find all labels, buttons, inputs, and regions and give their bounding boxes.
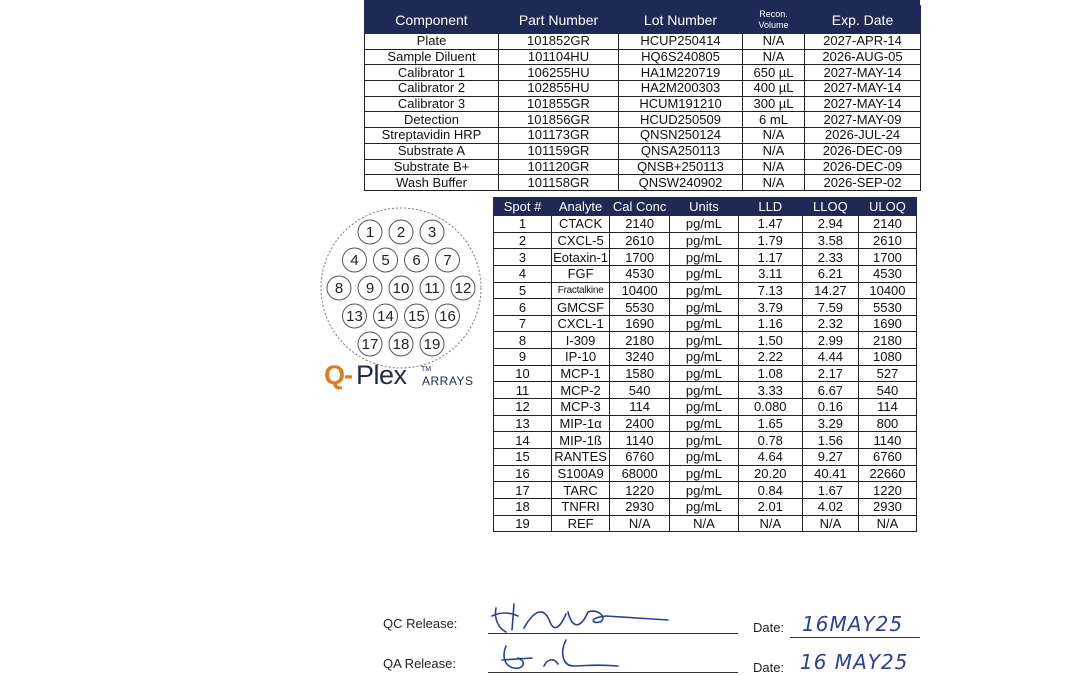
table-cell: pg/mL bbox=[670, 365, 738, 382]
table-cell: 2027-MAY-14 bbox=[805, 96, 921, 112]
analyte-header-3: Units bbox=[670, 198, 738, 216]
table-cell: 2180 bbox=[610, 332, 670, 349]
table-cell: 650 µL bbox=[743, 65, 805, 81]
table-cell: 18 bbox=[494, 498, 552, 515]
table-cell: pg/mL bbox=[670, 349, 738, 366]
components-header-row bbox=[365, 6, 921, 34]
table-cell: TNFRI bbox=[552, 498, 610, 515]
table-cell: 2.17 bbox=[802, 365, 858, 382]
qa-date-label: Date: bbox=[753, 660, 785, 675]
table-cell: 0.84 bbox=[738, 482, 802, 499]
table-cell: 5530 bbox=[858, 299, 916, 316]
table-cell: N/A bbox=[738, 515, 802, 532]
table-cell: 7 bbox=[494, 315, 552, 332]
table-row bbox=[365, 175, 921, 191]
table-cell: 101856GR bbox=[499, 112, 619, 128]
table-cell: MCP-1 bbox=[552, 365, 610, 382]
table-cell: Calibrator 2 bbox=[365, 81, 499, 97]
table-cell: 1220 bbox=[610, 482, 670, 499]
table-cell: 2026-JUL-24 bbox=[805, 128, 921, 144]
table-cell: 1.08 bbox=[738, 365, 802, 382]
table-cell: N/A bbox=[743, 143, 805, 159]
analyte-header-1: Analyte bbox=[552, 198, 610, 216]
q-plex-logo bbox=[324, 360, 484, 390]
table-row bbox=[494, 382, 917, 399]
table-cell: N/A bbox=[743, 49, 805, 65]
table-cell: 2400 bbox=[610, 415, 670, 432]
components-header-3: Recon. Volume bbox=[743, 6, 805, 34]
table-cell: 2610 bbox=[858, 232, 916, 249]
components-header-1: Part Number bbox=[499, 6, 619, 34]
table-cell: 7.13 bbox=[738, 282, 802, 299]
table-row bbox=[494, 432, 917, 449]
table-cell: QNSW240902 bbox=[619, 175, 743, 191]
table-row bbox=[494, 315, 917, 332]
table-cell: 0.080 bbox=[738, 399, 802, 416]
table-cell: 2027-MAY-09 bbox=[805, 112, 921, 128]
table-cell: 3.79 bbox=[738, 299, 802, 316]
table-cell: 6.67 bbox=[802, 382, 858, 399]
table-cell: 1580 bbox=[610, 365, 670, 382]
table-row bbox=[494, 482, 917, 499]
table-cell: 2930 bbox=[858, 498, 916, 515]
spot-layout-diagram bbox=[318, 205, 484, 371]
qc-date-line bbox=[790, 637, 920, 638]
table-cell: 800 bbox=[858, 415, 916, 432]
table-cell: 8 bbox=[494, 332, 552, 349]
spot-number: 3 bbox=[427, 224, 437, 241]
table-cell: Wash Buffer bbox=[365, 175, 499, 191]
spot-number: 16 bbox=[439, 308, 456, 325]
table-cell: 4.44 bbox=[802, 349, 858, 366]
table-cell: 101855GR bbox=[499, 96, 619, 112]
spot-number: 15 bbox=[408, 308, 425, 325]
table-cell: N/A bbox=[670, 515, 738, 532]
table-row bbox=[365, 81, 921, 97]
table-cell: HA2M200303 bbox=[619, 81, 743, 97]
table-cell: pg/mL bbox=[670, 299, 738, 316]
table-row bbox=[365, 159, 921, 175]
table-cell: 2140 bbox=[858, 216, 916, 233]
table-cell: 106255HU bbox=[499, 65, 619, 81]
table-cell: S100A9 bbox=[552, 465, 610, 482]
table-cell: 1700 bbox=[858, 249, 916, 266]
spot-number: 6 bbox=[412, 252, 421, 269]
analyte-header-row bbox=[494, 198, 917, 216]
analyte-header-0: Spot # bbox=[494, 198, 552, 216]
table-cell: 5530 bbox=[610, 299, 670, 316]
table-cell: pg/mL bbox=[670, 482, 738, 499]
table-cell: 2180 bbox=[858, 332, 916, 349]
table-row bbox=[494, 299, 917, 316]
table-row bbox=[494, 249, 917, 266]
table-cell: 0.78 bbox=[738, 432, 802, 449]
table-cell: 4 bbox=[494, 265, 552, 282]
table-cell: 68000 bbox=[610, 465, 670, 482]
table-cell: 2027-MAY-14 bbox=[805, 65, 921, 81]
table-cell: 3.58 bbox=[802, 232, 858, 249]
table-cell: 10400 bbox=[610, 282, 670, 299]
table-cell: N/A bbox=[743, 159, 805, 175]
table-cell: N/A bbox=[743, 175, 805, 191]
table-cell: TARC bbox=[552, 482, 610, 499]
table-cell: HA1M220719 bbox=[619, 65, 743, 81]
spot-number: 14 bbox=[377, 308, 394, 325]
table-cell: RANTES bbox=[552, 448, 610, 465]
table-row bbox=[365, 34, 921, 50]
table-cell: pg/mL bbox=[670, 332, 738, 349]
spot-number: 4 bbox=[350, 252, 359, 269]
table-cell: 400 µL bbox=[743, 81, 805, 97]
table-cell: 3.11 bbox=[738, 265, 802, 282]
table-row bbox=[365, 143, 921, 159]
table-cell: HCUM191210 bbox=[619, 96, 743, 112]
table-row bbox=[365, 49, 921, 65]
table-cell: CTACK bbox=[552, 216, 610, 233]
spot-number: 11 bbox=[424, 280, 440, 297]
table-cell: pg/mL bbox=[670, 232, 738, 249]
table-cell: 527 bbox=[858, 365, 916, 382]
table-cell: Detection bbox=[365, 112, 499, 128]
logo-q: Q- bbox=[324, 360, 352, 390]
qa-date-handwritten: 16 MAY25 bbox=[800, 650, 909, 674]
qc-date-label: Date: bbox=[753, 620, 785, 635]
table-cell: Substrate A bbox=[365, 143, 499, 159]
table-cell: 1140 bbox=[610, 432, 670, 449]
table-cell: 1.67 bbox=[802, 482, 858, 499]
table-cell: pg/mL bbox=[670, 448, 738, 465]
table-cell: 12 bbox=[494, 399, 552, 416]
table-cell: 101159GR bbox=[499, 143, 619, 159]
table-cell: QNSA250113 bbox=[619, 143, 743, 159]
table-cell: GMCSF bbox=[552, 299, 610, 316]
table-row bbox=[365, 128, 921, 144]
qc-date-handwritten: 16MAY25 bbox=[802, 612, 904, 636]
table-cell: 2027-APR-14 bbox=[805, 34, 921, 50]
table-cell: HCUD250509 bbox=[619, 112, 743, 128]
table-cell: 3.33 bbox=[738, 382, 802, 399]
table-row bbox=[494, 265, 917, 282]
table-cell: pg/mL bbox=[670, 415, 738, 432]
table-cell: 2.22 bbox=[738, 349, 802, 366]
table-cell: 19 bbox=[494, 515, 552, 532]
table-cell: 1.47 bbox=[738, 216, 802, 233]
table-cell: 101104HU bbox=[499, 49, 619, 65]
table-cell: MIP-1ß bbox=[552, 432, 610, 449]
table-cell: 1140 bbox=[858, 432, 916, 449]
table-cell: 14 bbox=[494, 432, 552, 449]
table-cell: Substrate B+ bbox=[365, 159, 499, 175]
table-cell: Calibrator 1 bbox=[365, 65, 499, 81]
table-cell: HQ6S240805 bbox=[619, 49, 743, 65]
table-cell: 4.64 bbox=[738, 448, 802, 465]
table-cell: 15 bbox=[494, 448, 552, 465]
table-row bbox=[494, 448, 917, 465]
table-cell: 4530 bbox=[610, 265, 670, 282]
table-cell: pg/mL bbox=[670, 249, 738, 266]
logo-plex: Plex bbox=[356, 360, 407, 390]
table-row bbox=[494, 332, 917, 349]
spot-number: 17 bbox=[361, 336, 379, 353]
table-cell: QNSN250124 bbox=[619, 128, 743, 144]
table-cell: 300 µL bbox=[743, 96, 805, 112]
table-row bbox=[494, 216, 917, 233]
table-cell: 6.21 bbox=[802, 265, 858, 282]
table-cell: 10400 bbox=[858, 282, 916, 299]
table-cell: 2.33 bbox=[802, 249, 858, 266]
table-cell: 2.01 bbox=[738, 498, 802, 515]
table-cell: 101173GR bbox=[499, 128, 619, 144]
table-cell: MCP-3 bbox=[552, 399, 610, 416]
table-cell: 6760 bbox=[610, 448, 670, 465]
table-cell: Fractalkine bbox=[552, 282, 610, 299]
table-cell: REF bbox=[552, 515, 610, 532]
table-cell: 6 bbox=[494, 299, 552, 316]
table-cell: N/A bbox=[743, 128, 805, 144]
table-cell: pg/mL bbox=[670, 399, 738, 416]
table-cell: pg/mL bbox=[670, 432, 738, 449]
table-cell: 1690 bbox=[610, 315, 670, 332]
spot-number: 13 bbox=[346, 308, 363, 325]
table-cell: IP-10 bbox=[552, 349, 610, 366]
table-cell: 2027-MAY-14 bbox=[805, 81, 921, 97]
table-cell: 3.29 bbox=[802, 415, 858, 432]
logo-arrays: ARRAYS bbox=[422, 374, 474, 388]
analyte-header-4: LLD bbox=[738, 198, 802, 216]
table-cell: 2026-DEC-09 bbox=[805, 143, 921, 159]
table-row bbox=[494, 365, 917, 382]
table-cell: FGF bbox=[552, 265, 610, 282]
table-cell: 114 bbox=[858, 399, 916, 416]
table-cell: 1.79 bbox=[738, 232, 802, 249]
analyte-header-5: LLOQ bbox=[802, 198, 858, 216]
qc-signature bbox=[488, 598, 688, 638]
table-cell: 7.59 bbox=[802, 299, 858, 316]
analyte-header-2: Cal Conc bbox=[610, 198, 670, 216]
table-cell: 3 bbox=[494, 249, 552, 266]
qa-release-label: QA Release: bbox=[383, 656, 456, 671]
components-header-2: Lot Number bbox=[619, 6, 743, 34]
table-row bbox=[365, 112, 921, 128]
table-cell: 540 bbox=[858, 382, 916, 399]
table-cell: CXCL-1 bbox=[552, 315, 610, 332]
table-row bbox=[494, 349, 917, 366]
table-row bbox=[494, 515, 917, 532]
table-cell: MIP-1α bbox=[552, 415, 610, 432]
table-cell: 101852GR bbox=[499, 34, 619, 50]
table-cell: 1.56 bbox=[802, 432, 858, 449]
spot-number: 5 bbox=[381, 252, 390, 269]
table-cell: N/A bbox=[858, 515, 916, 532]
spot-number: 8 bbox=[334, 280, 344, 297]
table-row bbox=[365, 96, 921, 112]
qa-signature bbox=[488, 636, 688, 675]
table-cell: 1690 bbox=[858, 315, 916, 332]
table-cell: 2.99 bbox=[802, 332, 858, 349]
table-cell: 2.32 bbox=[802, 315, 858, 332]
table-cell: Plate bbox=[365, 34, 499, 50]
table-cell: 13 bbox=[494, 415, 552, 432]
table-cell: 40.41 bbox=[802, 465, 858, 482]
table-cell: 2.94 bbox=[802, 216, 858, 233]
table-cell: pg/mL bbox=[670, 498, 738, 515]
spot-number: 9 bbox=[365, 280, 375, 297]
qc-release-label: QC Release: bbox=[383, 616, 458, 631]
table-cell: Eotaxin-1 bbox=[553, 249, 609, 265]
logo-tm: TM bbox=[421, 366, 432, 373]
components-header-4: Exp. Date bbox=[805, 6, 921, 34]
table-row bbox=[494, 415, 917, 432]
table-cell: 1.16 bbox=[738, 315, 802, 332]
table-cell: 2610 bbox=[610, 232, 670, 249]
table-cell: 1.17 bbox=[738, 249, 802, 266]
table-cell: 101120GR bbox=[499, 159, 619, 175]
table-cell: 2026-DEC-09 bbox=[805, 159, 921, 175]
table-cell: pg/mL bbox=[670, 216, 738, 233]
table-cell: 9.27 bbox=[802, 448, 858, 465]
table-cell: pg/mL bbox=[670, 465, 738, 482]
table-cell: MCP-2 bbox=[552, 382, 610, 399]
table-cell: 114 bbox=[610, 399, 670, 416]
table-cell: 9 bbox=[494, 349, 552, 366]
table-cell: 17 bbox=[494, 482, 552, 499]
table-cell: 2026-AUG-05 bbox=[805, 49, 921, 65]
spot-number: 12 bbox=[454, 280, 472, 297]
table-cell: 2140 bbox=[610, 216, 670, 233]
table-cell: HCUP250414 bbox=[619, 34, 743, 50]
table-cell: pg/mL bbox=[670, 315, 738, 332]
table-cell: N/A bbox=[743, 34, 805, 50]
components-table bbox=[364, 5, 921, 191]
table-cell: 4.02 bbox=[802, 498, 858, 515]
spot-number: 10 bbox=[392, 280, 410, 297]
table-cell: Sample Diluent bbox=[365, 49, 499, 65]
table-cell: 102855HU bbox=[499, 81, 619, 97]
analyte-header-6: ULOQ bbox=[858, 198, 916, 216]
table-cell: 1220 bbox=[858, 482, 916, 499]
table-row bbox=[494, 282, 917, 299]
table-cell: 2930 bbox=[610, 498, 670, 515]
spot-number: 2 bbox=[396, 224, 406, 241]
table-cell: 10 bbox=[494, 365, 552, 382]
table-cell: 16 bbox=[494, 465, 552, 482]
table-cell: 2026-SEP-02 bbox=[805, 175, 921, 191]
table-cell: N/A bbox=[610, 515, 670, 532]
table-cell: 2 bbox=[494, 232, 552, 249]
table-cell: QNSB+250113 bbox=[619, 159, 743, 175]
table-cell: pg/mL bbox=[670, 382, 738, 399]
table-row bbox=[494, 498, 917, 515]
table-cell: 5 bbox=[494, 282, 552, 299]
table-cell: 20.20 bbox=[738, 465, 802, 482]
table-cell: 101158GR bbox=[499, 175, 619, 191]
table-cell: CXCL-5 bbox=[552, 232, 610, 249]
table-cell: I-309 bbox=[552, 332, 610, 349]
table-cell: 1.65 bbox=[738, 415, 802, 432]
table-row bbox=[365, 65, 921, 81]
table-cell: 4530 bbox=[858, 265, 916, 282]
table-cell: 1700 bbox=[610, 249, 670, 266]
table-cell: 14.27 bbox=[802, 282, 858, 299]
table-cell: pg/mL bbox=[670, 282, 738, 299]
table-cell: 6760 bbox=[858, 448, 916, 465]
table-cell: 1 bbox=[494, 216, 552, 233]
table-row bbox=[494, 465, 917, 482]
table-cell: N/A bbox=[802, 515, 858, 532]
components-header-0: Component bbox=[365, 6, 499, 34]
table-cell: 0.16 bbox=[802, 399, 858, 416]
table-cell: 11 bbox=[494, 382, 552, 399]
spot-number: 19 bbox=[423, 336, 441, 353]
table-cell: Calibrator 3 bbox=[365, 96, 499, 112]
table-cell: 6 mL bbox=[743, 112, 805, 128]
table-cell: 22660 bbox=[858, 465, 916, 482]
table-cell: 3240 bbox=[610, 349, 670, 366]
table-cell: pg/mL bbox=[670, 265, 738, 282]
table-cell: 540 bbox=[610, 382, 670, 399]
table-row bbox=[494, 399, 917, 416]
table-cell: 1.50 bbox=[738, 332, 802, 349]
analyte-table bbox=[493, 197, 917, 532]
spot-number: 18 bbox=[392, 336, 410, 353]
analyte-body bbox=[494, 216, 917, 532]
table-cell: 1080 bbox=[858, 349, 916, 366]
table-cell: Streptavidin HRP bbox=[365, 128, 499, 144]
spot-number: 7 bbox=[443, 252, 452, 269]
table-row bbox=[494, 232, 917, 249]
components-body bbox=[365, 34, 921, 191]
spot-number: 1 bbox=[365, 224, 375, 241]
